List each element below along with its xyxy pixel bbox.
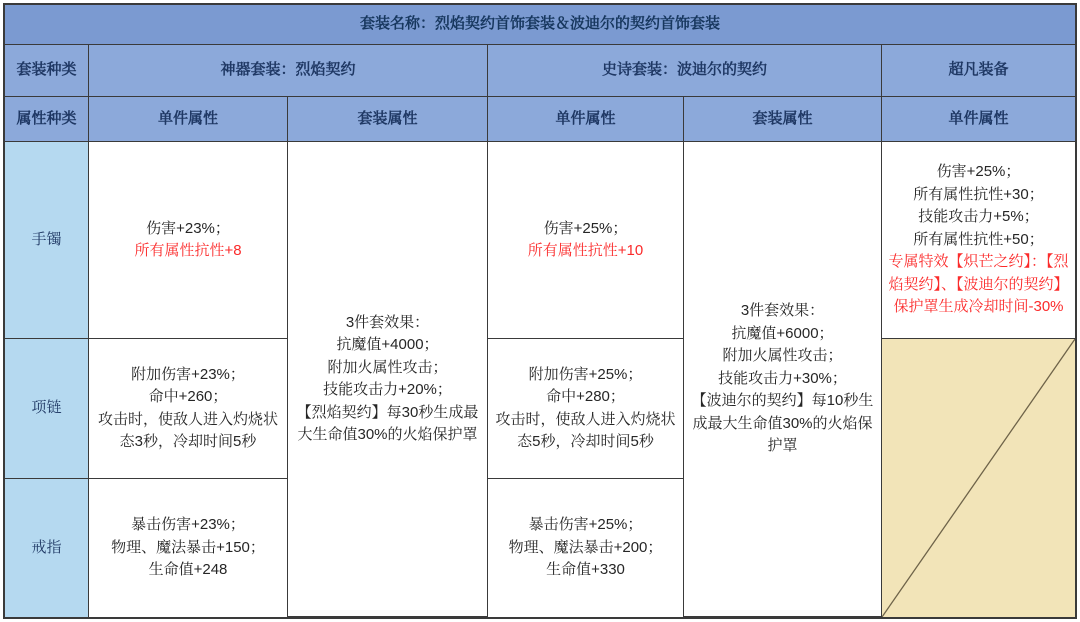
attribute-line: 所有属性抗性+30； [913, 185, 1044, 203]
row-label-ring: 戒指 [5, 479, 89, 617]
header-attr-type-label: 属性种类 [5, 97, 89, 142]
header-epic-set: 史诗套装：波迪尔的契约 [488, 45, 882, 97]
attribute-line: 伤害+23%； [146, 219, 230, 237]
attribute-line: 命中+280； [546, 388, 625, 405]
header-epic-single-attr: 单件属性 [488, 97, 684, 142]
attribute-line: 技能攻击力+30%； [718, 369, 847, 387]
equipment-set-table [3, 3, 1077, 619]
attribute-line: 【烈焰契约】每30秒生成最大生命值30%的火焰保护罩 [296, 403, 479, 443]
attribute-line: 暴击伤害+23%； [131, 516, 245, 534]
attribute-line: 攻击时，使敌人进入灼烧状态3秒，冷却时间5秒 [97, 410, 278, 450]
attribute-line: 附加火属性攻击； [327, 358, 448, 376]
attribute-line: 3件套效果： [740, 302, 825, 320]
header-set-type-label: 套装种类 [5, 45, 89, 97]
attribute-line: 物理、魔法暴击+200； [508, 538, 663, 556]
cell-epic-set-bonus [684, 142, 882, 617]
cell-epic-bracelet [488, 142, 684, 339]
attribute-line: 伤害+25%； [936, 163, 1021, 181]
header-artifact-single-attr: 单件属性 [89, 97, 288, 142]
attribute-line: 命中+260； [148, 388, 228, 405]
attribute-line: 附加火属性攻击； [722, 347, 843, 365]
attribute-line: 3件套效果： [345, 313, 430, 331]
diagonal-line [882, 339, 1075, 617]
attribute-line: 技能攻击力+20%； [323, 381, 452, 398]
attribute-line: 生命值+248 [148, 561, 228, 579]
header-artifact-set-attr: 套装属性 [288, 97, 488, 142]
attribute-line: 生命值+330 [546, 561, 625, 579]
attribute-line: 抗魔值+6000； [731, 324, 834, 342]
cell-artifact-bracelet [89, 142, 288, 339]
attribute-line: 攻击时，使敌人进入灼烧状态5秒，冷却时间5秒 [495, 410, 676, 450]
header-transcendent-single-attr: 单件属性 [882, 97, 1075, 142]
cell-artifact-necklace [89, 339, 288, 479]
attribute-line: 附加伤害+25%； [528, 365, 643, 383]
cell-transcendent-bracelet [882, 142, 1075, 339]
header-epic-set-attr: 套装属性 [684, 97, 882, 142]
attribute-line: 附加伤害+23%； [131, 365, 245, 383]
table-title: 套装名称：烈焰契约首饰套装＆波迪尔的契约首饰套装 [5, 5, 1075, 45]
cell-epic-necklace [488, 339, 684, 479]
attribute-line: 技能攻击力+5%； [918, 208, 1039, 226]
cell-transcendent-empty [882, 339, 1075, 617]
row-label-bracelet: 手镯 [5, 142, 89, 339]
cell-artifact-set-bonus [288, 142, 488, 617]
attribute-line: 伤害+25%； [543, 219, 628, 237]
attribute-line: 专属特效【炽芒之约】：【烈焰契约】、【波迪尔的契约】保护罩生成冷却时间-30% [888, 253, 1069, 316]
attribute-line: 物理、魔法暴击+150； [111, 538, 265, 556]
header-transcendent: 超凡装备 [882, 45, 1075, 97]
attribute-line: 暴击伤害+25%； [528, 516, 643, 534]
cell-artifact-ring [89, 479, 288, 617]
attribute-line: 所有属性抗性+10 [527, 242, 644, 259]
attribute-line: 所有属性抗性+8 [134, 242, 242, 259]
row-label-necklace: 项链 [5, 339, 89, 479]
cell-epic-ring [488, 479, 684, 617]
attribute-line: 【波迪尔的契约】每10秒生成最大生命值30%的火焰保护罩 [691, 392, 874, 455]
header-artifact-set: 神器套装：烈焰契约 [89, 45, 488, 97]
attribute-line: 抗魔值+4000； [336, 336, 439, 353]
attribute-line: 所有属性抗性+50； [913, 230, 1044, 248]
